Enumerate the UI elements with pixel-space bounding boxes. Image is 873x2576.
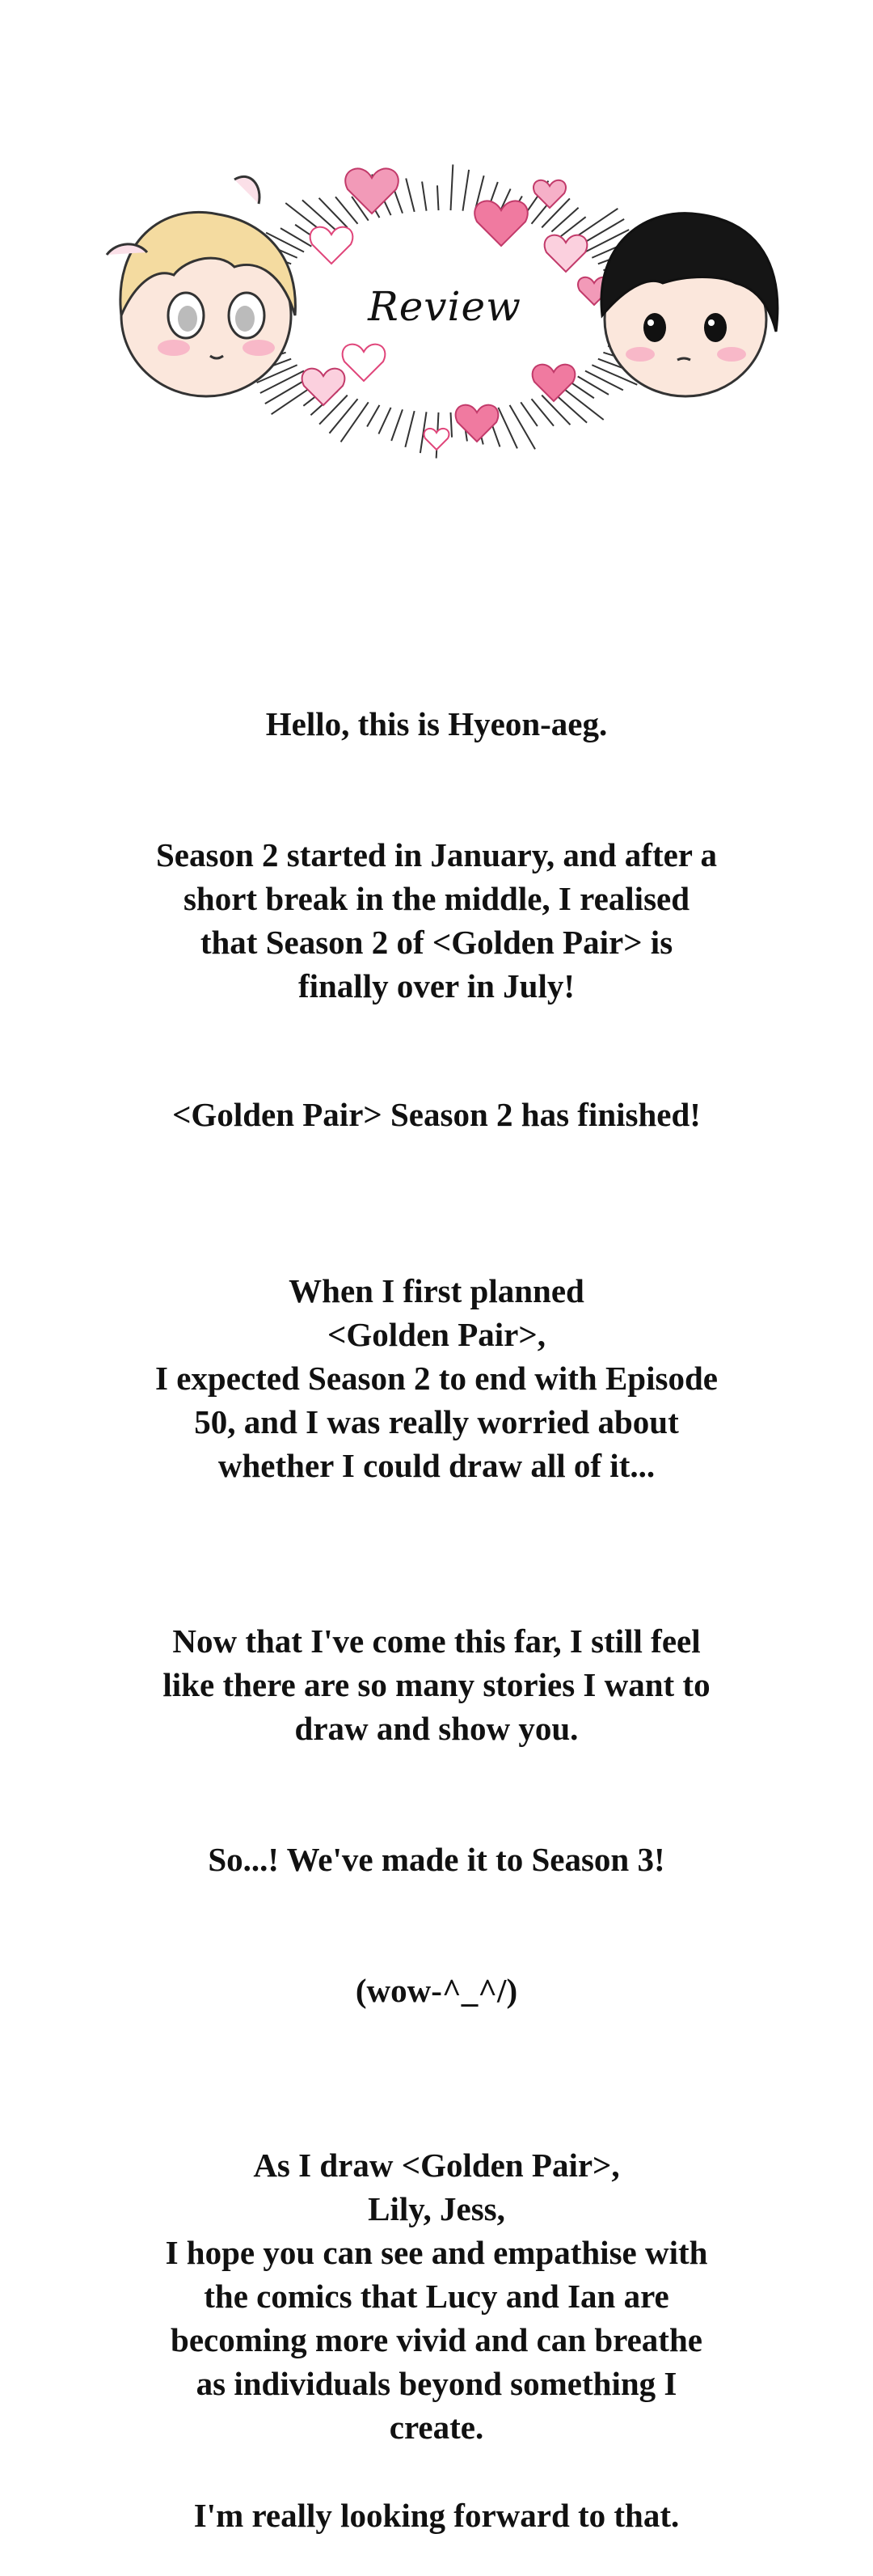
burst-line	[422, 181, 426, 210]
review-banner	[97, 154, 792, 477]
paragraph-looking-forward: I'm really looking forward to that.	[193, 2497, 680, 2534]
burst-line	[260, 370, 304, 393]
burst-line	[405, 411, 414, 447]
burst-line	[578, 376, 609, 394]
paragraph-many-stories: Now that I've come this far, I still feel like there are so many stories I want to draw and show you.	[162, 1622, 711, 1747]
burst-line	[551, 208, 578, 232]
paragraph-season-3: So...! We've made it to Season 3!	[208, 1841, 665, 1878]
paragraph-first-planned: When I first planned <Golden Pair>, I expected Season 2 to end with Episode 50, and I was really worried about whether I could draw all of it...	[155, 1272, 718, 1484]
burst-line	[319, 198, 348, 228]
burst-line	[391, 409, 403, 441]
burst-line	[521, 402, 538, 426]
burst-line	[378, 408, 390, 434]
burst-line	[451, 412, 453, 438]
burst-line	[341, 402, 369, 442]
paragraph-hope: As I draw <Golden Pair>, Lily, Jess, I hope you can see and empathise with the comics that Lucy and Ian are becoming more vivid and can breathe as individuals beyond something I create.	[165, 2147, 708, 2446]
paragraph-greeting: Hello, this is Hyeon-aeg.	[265, 705, 608, 742]
burst-line	[451, 164, 453, 210]
paragraph-season-2-end: Season 2 started in January, and after a short break in the middle, I realised that Season 2 of <Golden Pair> is finally over in July!	[155, 836, 718, 1005]
burst-line	[406, 179, 414, 212]
burst-line	[280, 228, 311, 246]
burst-line	[330, 399, 358, 433]
burst-line	[510, 405, 535, 450]
burst-line	[561, 387, 604, 420]
review-title: Review	[368, 283, 521, 330]
burst-line	[367, 405, 379, 427]
burst-line	[585, 370, 623, 390]
paragraph-season-2-finished: <Golden Pair> Season 2 has finished!	[172, 1096, 701, 1133]
paragraph-wow: (wow-^_^/)	[355, 1972, 518, 2009]
burst-line	[437, 185, 439, 210]
burst-line	[462, 170, 469, 211]
